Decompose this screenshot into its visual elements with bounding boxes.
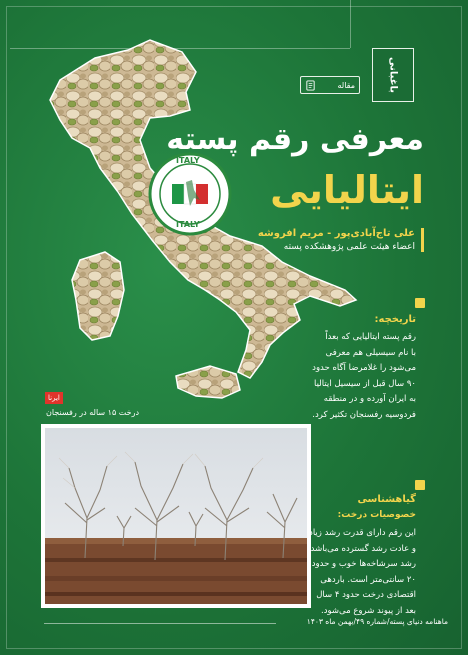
botany-line: بعد از پیوند شروع می‌شود. (321, 605, 416, 616)
history-line: فردوسیه رفسنجان تکثیر کرد. (312, 409, 416, 420)
photo-source-badge: ایرنا (45, 392, 63, 404)
author-block (258, 228, 424, 252)
history-line: ۹۰ سال قبل از سیسیل ایتالیا (314, 378, 416, 389)
pistachio-orchard-photo (41, 424, 311, 608)
history-line: رقم پسته ایتالیایی که بعداً (325, 332, 416, 342)
author-affiliation: اعضاء هیئت علمی پژوهشکده پسته (283, 242, 415, 252)
brand-box (372, 48, 414, 102)
botany-heading: گیاهشناسی (357, 494, 416, 505)
document-icon (305, 80, 316, 91)
article-subtitle: ایتالیایی (270, 168, 424, 212)
author-names: علی تاج‌آبادی‌پور - مریم افروشه (257, 228, 415, 239)
history-line: با نام سیسیلی هم معرفی (325, 347, 416, 358)
botany-section-icon (415, 480, 425, 490)
botany-line: رشد سرشاخه‌ها خوب و حدود (311, 559, 416, 569)
botany-line: اقتصادی درخت حدود ۴ سال (316, 590, 416, 600)
history-line: می‌شود را غلامرضا آگاه حدود (312, 363, 416, 373)
article-type-label: مقاله (337, 80, 355, 90)
seal-label-top: ITALY (176, 156, 200, 165)
footer-divider (44, 623, 276, 624)
botany-line: این رقم دارای قدرت رشد زیاد (309, 528, 416, 538)
sicily (176, 366, 240, 398)
history-section-icon (415, 298, 425, 308)
article-type-tag (300, 76, 360, 94)
article-title: معرفی رقم پسته (166, 122, 424, 157)
page-footer: ماهنامه دنیای پسته/شماره ۴۹/بهمن ماه ۱۴۰۳ (306, 617, 448, 626)
botany-line: و عادت رشد گسترده می‌باشد. (307, 543, 416, 554)
history-heading: تاریخچه: (374, 314, 416, 325)
brand-name: باغبانی (387, 56, 399, 94)
history-line: به ایران آورده و در منطقه (323, 394, 416, 404)
sardinia (72, 252, 124, 340)
photo-caption: درخت ۱۵ ساله در رفسنجان (46, 408, 140, 417)
history-text (292, 330, 416, 423)
botany-subheading: خصوصیات درخت: (337, 510, 416, 520)
botany-text (292, 526, 416, 619)
botany-line: ۲۰ سانتی‌متر است. باردهی (320, 574, 416, 585)
seal-label-bottom: ITALY (176, 220, 200, 229)
